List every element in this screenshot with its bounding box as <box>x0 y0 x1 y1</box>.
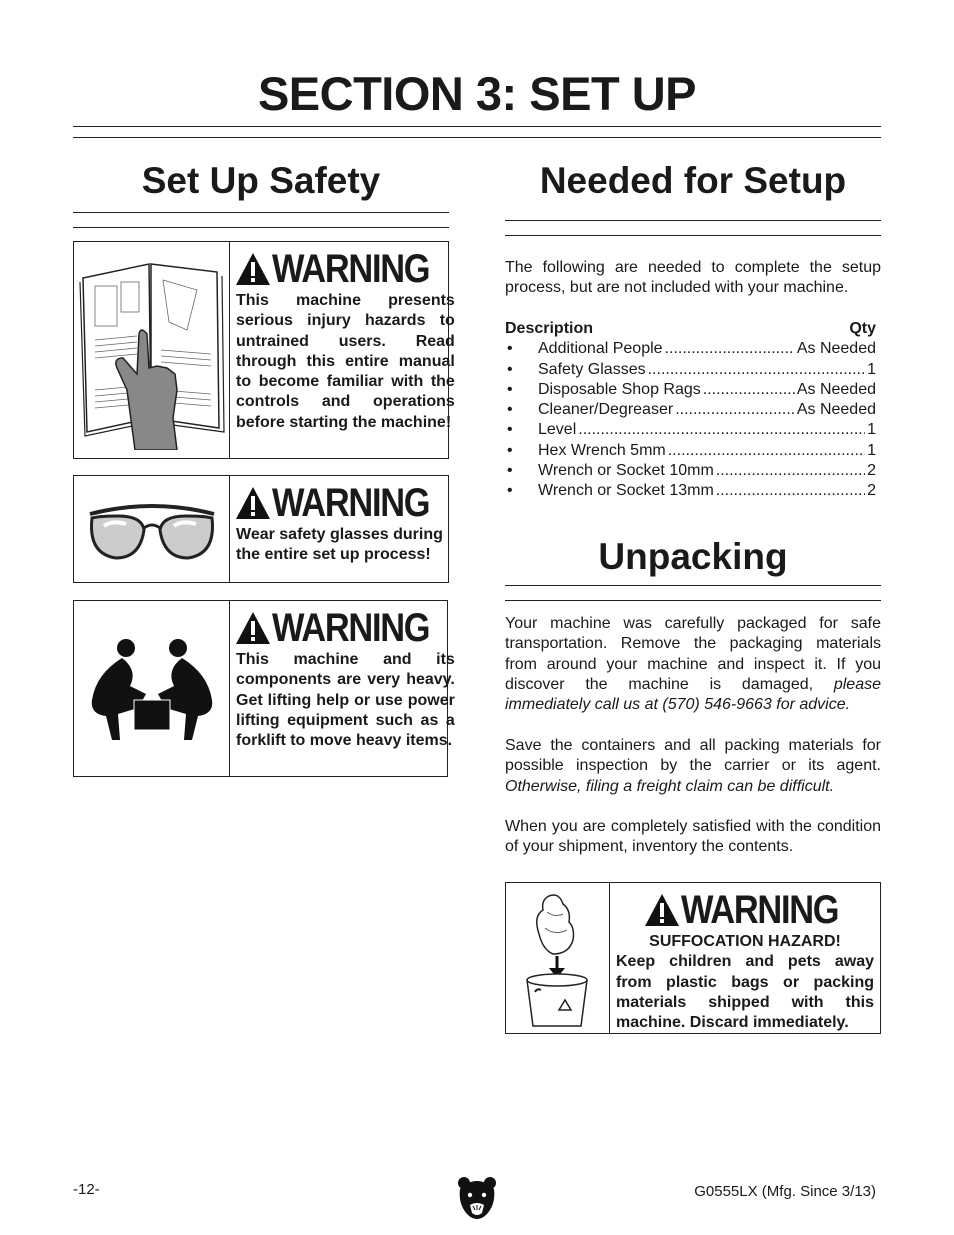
warning-triangle-icon <box>235 485 271 521</box>
safety-glasses-icon <box>74 476 230 582</box>
item-qty: 1 <box>867 441 876 459</box>
list-item <box>505 339 876 359</box>
unpacking-paragraph-2: Save the containers and all packing materials for possible inspection by the carrier or its agent. Otherwise, filing a freight claim can be difficult. <box>505 737 881 795</box>
divider <box>73 212 449 213</box>
item-name: Disposable Shop Rags <box>538 380 701 398</box>
suffocation-hazard-heading: SUFFOCATION HAZARD! <box>649 933 841 950</box>
leader-dots <box>668 441 865 461</box>
warning-box-glasses <box>73 475 449 583</box>
bullet: • <box>507 340 513 358</box>
list-item <box>505 441 876 461</box>
bullet: • <box>507 360 513 378</box>
model-info: G0555LX (Mfg. Since 3/13) <box>694 1183 876 1200</box>
bullet: • <box>507 482 513 500</box>
bear-logo-icon <box>456 1175 498 1223</box>
warning-header <box>235 481 455 525</box>
warning-label: WARNING <box>272 481 430 525</box>
bullet: • <box>507 421 513 439</box>
item-qty: 1 <box>867 360 876 378</box>
plastic-bag-trash-icon <box>506 883 610 1033</box>
warning-header <box>644 888 874 932</box>
page-number: -12- <box>73 1181 100 1198</box>
qty-header: Qty <box>849 320 876 337</box>
item-qty: As Needed <box>796 401 876 419</box>
divider <box>505 235 881 236</box>
divider <box>505 585 881 586</box>
divider <box>505 600 881 601</box>
bullet: • <box>507 380 513 398</box>
leader-dots <box>703 380 795 400</box>
bullet: • <box>507 401 513 419</box>
list-header <box>505 319 876 339</box>
warning-label: WARNING <box>681 888 839 932</box>
warning-text: This machine and its components are very heavy. Get lifting help or use power lifting equipment such as a forklift to move heavy items. <box>236 651 455 750</box>
item-name: Hex Wrench 5mm <box>538 441 666 459</box>
leader-dots <box>665 339 795 359</box>
warning-header <box>235 606 455 650</box>
item-name: Safety Glasses <box>538 360 646 378</box>
warning-label: WARNING <box>272 606 430 650</box>
description-header: Description <box>505 320 594 337</box>
list-item <box>505 461 876 481</box>
warning-text: Wear safety glasses during the entire set up process! <box>236 526 443 564</box>
needed-intro: The following are needed to complete the setup process, but are not included with your machine. <box>505 259 881 297</box>
item-name: Level <box>538 421 577 439</box>
warning-label: WARNING <box>272 247 430 291</box>
bullet: • <box>507 462 513 480</box>
leader-dots <box>716 481 865 501</box>
leader-dots <box>578 420 865 440</box>
list-item <box>505 380 876 400</box>
set-up-safety-title: Set Up Safety <box>141 160 381 201</box>
warning-triangle-icon <box>235 251 271 287</box>
section-title: SECTION 3: SET UP <box>257 67 697 120</box>
divider <box>73 227 449 228</box>
list-item <box>505 420 876 440</box>
item-name: Wrench or Socket 10mm <box>538 462 714 480</box>
warning-triangle-icon <box>235 610 271 646</box>
item-name: Additional People <box>538 340 663 358</box>
item-qty: 2 <box>867 482 876 500</box>
divider <box>73 137 881 138</box>
warning-header <box>235 247 455 291</box>
two-person-lift-icon <box>74 601 230 776</box>
unpacking-title: Unpacking <box>598 536 788 577</box>
leader-dots <box>675 400 795 420</box>
unpacking-paragraph-3: When you are completely satisfied with the condition of your shipment, inventory the contents. <box>505 818 881 856</box>
warning-text: SUFFOCATION HAZARD! Keep children and pets away from plastic bags or packing materials shipped with this machine. Discard immediately. <box>616 933 874 1032</box>
item-qty: As Needed <box>796 380 876 398</box>
leader-dots <box>648 360 865 380</box>
manual-reading-icon <box>74 242 230 458</box>
item-name: Cleaner/Degreaser <box>538 401 674 419</box>
item-qty: As Needed <box>796 340 876 358</box>
warning-text: This machine presents serious injury hazards to untrained users. Read through this entire manual to become familiar with the controls and operations before starting the machine! <box>236 292 455 431</box>
warning-box-manual <box>73 241 455 459</box>
item-name: Wrench or Socket 13mm <box>538 482 714 500</box>
needed-for-setup-title: Needed for Setup <box>539 160 847 201</box>
divider <box>505 220 881 221</box>
needed-list <box>505 319 876 502</box>
list-item <box>505 400 876 420</box>
bullet: • <box>507 441 513 459</box>
warning-box-heavy <box>73 600 455 777</box>
item-qty: 2 <box>867 462 876 480</box>
item-qty: 1 <box>867 421 876 439</box>
list-item <box>505 360 876 380</box>
divider <box>73 126 881 127</box>
list-item <box>505 481 876 501</box>
warning-triangle-icon <box>644 892 680 928</box>
leader-dots <box>716 461 865 481</box>
unpacking-paragraph-1: Your machine was carefully packaged for safe transportation. Remove the packaging materials from around your machine and inspect it. If you discover the machine is damaged, please immediately call us at (570) 546-9663 for advice. <box>505 615 881 714</box>
warning-box-suffocation <box>505 882 881 1034</box>
